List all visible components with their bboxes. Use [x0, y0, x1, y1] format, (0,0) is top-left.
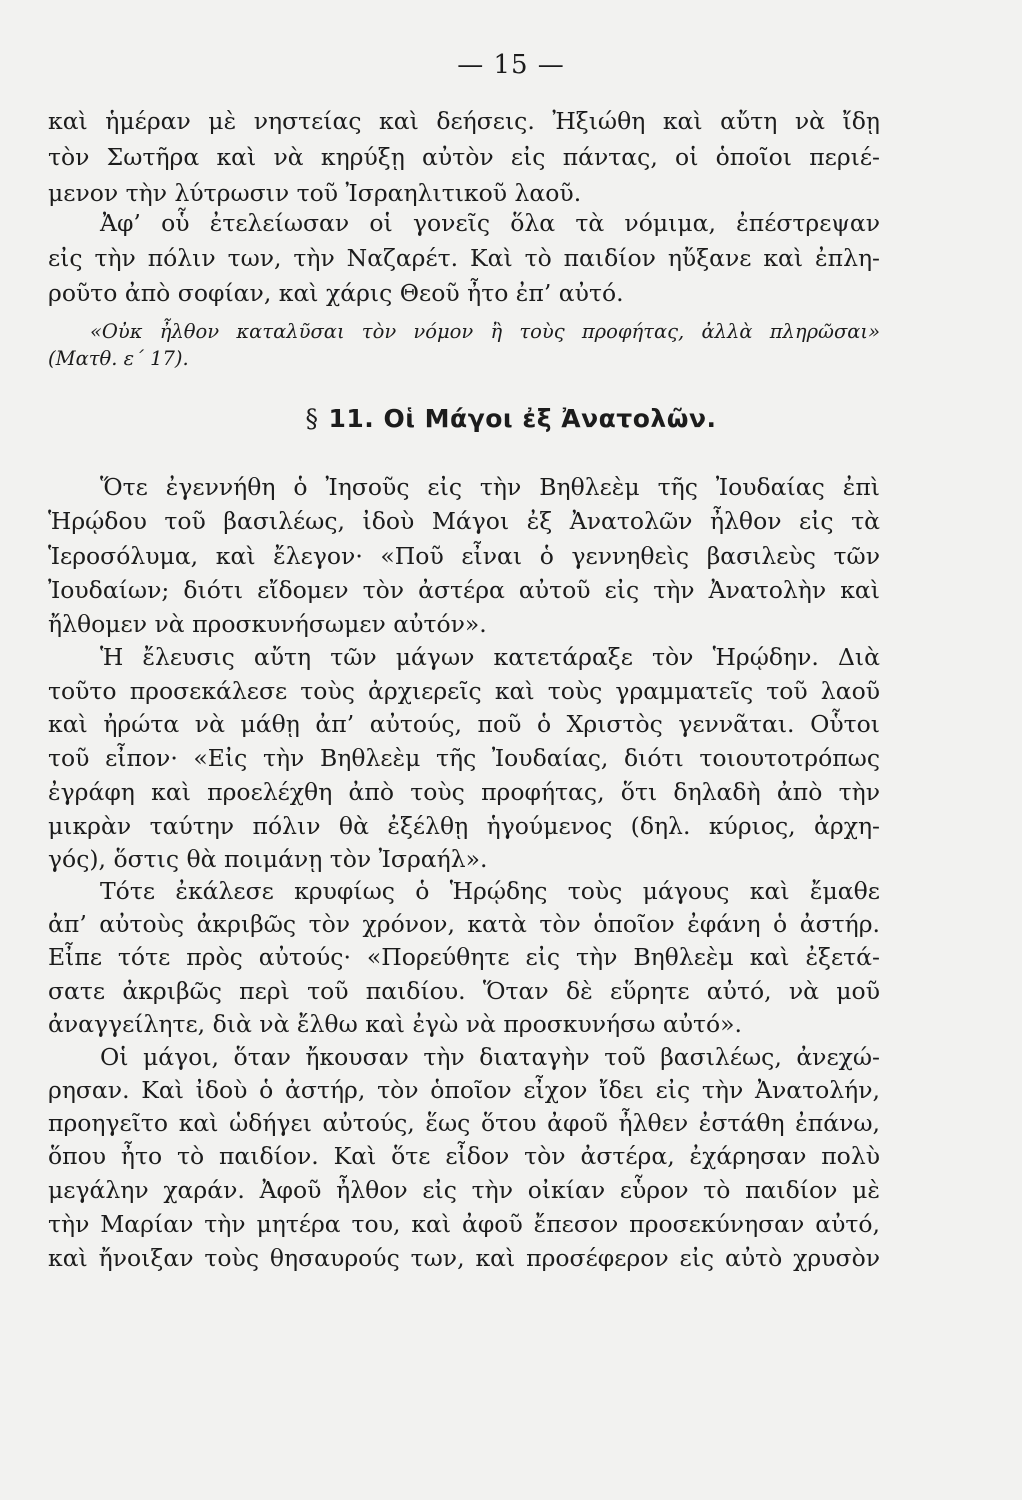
text-line: ἤλθομεν νὰ προσκυνήσωμεν αὐτόν».: [48, 610, 487, 638]
text-line: Ἱεροσόλυμα, καὶ ἔλεγον· «Ποῦ εἶναι ὁ γεννηθεὶς βασιλεὺς τῶν: [48, 542, 880, 570]
text-line: καὶ ἠρώτα νὰ μάθῃ ἀπ’ αὐτούς, ποῦ ὁ Χριστὸς γεννᾶται. Οὗτοι: [48, 710, 880, 738]
text-line: ροῦτο ἀπὸ σοφίαν, καὶ χάρις Θεοῦ ἦτο ἐπ’ αὐτό.: [48, 279, 624, 307]
section-title: 11. Οἱ Μάγοι ἐξ Ἀνατολῶν.: [328, 404, 717, 433]
quote-line: «Οὐκ ἦλθον καταλῦσαι τὸν νόμον ἢ τοὺς προφήτας, ἀλλὰ πληρῶσαι»: [90, 320, 880, 343]
text-line: Τότε ἐκάλεσε κρυφίως ὁ Ἡρῴδης τοὺς μάγους καὶ ἔμαθε: [100, 877, 880, 905]
text-line: τὴν Μαρίαν τὴν μητέρα του, καὶ ἀφοῦ ἔπεσον προσεκύνησαν αὐτό,: [48, 1210, 880, 1238]
text-line: Ἀφ’ οὗ ἐτελείωσαν οἱ γονεῖς ὅλα τὰ νόμιμα, ἐπέστρεψαν: [100, 209, 880, 237]
text-line: Ἰουδαίων; διότι εἴδομεν τὸν ἀστέρα αὐτοῦ εἰς τὴν Ἀνατολὴν καὶ: [48, 576, 880, 604]
text-line: τὸν Σωτῆρα καὶ νὰ κηρύξῃ αὐτὸν εἰς πάντας, οἱ ὁποῖοι περιέ-: [48, 143, 880, 171]
text-line: Ἡ ἔλευσις αὔτη τῶν μάγων κατετάραξε τὸν Ἡρῴδην. Διὰ: [100, 643, 880, 671]
text-line: σατε ἀκριβῶς περὶ τοῦ παιδίου. Ὅταν δὲ εὕρητε αὐτό, νὰ μοῦ: [48, 977, 880, 1005]
text-line: μεγάλην χαράν. Ἀφοῦ ἦλθον εἰς τὴν οἰκίαν εὗρον τὸ παιδίον μὲ: [48, 1176, 880, 1204]
text-line: Οἱ μάγοι, ὅταν ἤκουσαν τὴν διαταγὴν τοῦ βασιλέως, ἀνεχώ-: [100, 1043, 880, 1071]
quote-reference: (Ματθ. ε΄ 17).: [48, 347, 189, 370]
text-line: γός), ὅστις θὰ ποιμάνῃ τὸν Ἰσραήλ».: [48, 845, 488, 873]
text-line: προηγεῖτο καὶ ὡδήγει αὐτούς, ἕως ὅτου ἀφοῦ ἦλθεν ἐστάθη ἐπάνω,: [48, 1109, 880, 1137]
page-number: — 15 —: [457, 50, 565, 80]
text-line: μενον τὴν λύτρωσιν τοῦ Ἰσραηλιτικοῦ λαοῦ.: [48, 179, 582, 207]
text-line: τοῦ εἶπον· «Εἰς τὴν Βηθλεὲμ τῆς Ἰουδαίας, διότι τοιουτοτρόπως: [48, 744, 880, 772]
text-line: μικρὰν ταύτην πόλιν θὰ ἐξέλθῃ ἡγούμενος (δηλ. κύριος, ἀρχη-: [48, 812, 880, 840]
text-line: ἀπ’ αὐτοὺς ἀκριβῶς τὸν χρόνον, κατὰ τὸν ὁποῖον ἐφάνη ὁ ἀστήρ.: [48, 910, 880, 938]
section-symbol: §: [305, 404, 319, 433]
text-line: καὶ ἡμέραν μὲ νηστείας καὶ δεήσεις. Ἠξιώθη καὶ αὔτη νὰ ἴδῃ: [48, 107, 880, 135]
text-line: ὅπου ἦτο τὸ παιδίον. Καὶ ὅτε εἶδον τὸν ἀστέρα, ἐχάρησαν πολὺ: [48, 1142, 880, 1170]
text-line: Ἡρῴδου τοῦ βασιλέως, ἰδοὺ Μάγοι ἐξ Ἀνατολῶν ἦλθον εἰς τὰ: [48, 507, 880, 535]
text-line: ἐγράφη καὶ προελέχθη ἀπὸ τοὺς προφήτας, ὅτι δηλαδὴ ἀπὸ τὴν: [48, 778, 880, 806]
text-line: τοῦτο προσεκάλεσε τοὺς ἀρχιερεῖς καὶ τοὺς γραμματεῖς τοῦ λαοῦ: [48, 677, 880, 705]
text-line: ρησαν. Καὶ ἰδοὺ ὁ ἀστήρ, τὸν ὁποῖον εἶχον ἴδει εἰς τὴν Ἀνατολήν,: [48, 1076, 880, 1104]
text-line: καὶ ἤνοιξαν τοὺς θησαυρούς των, καὶ προσέφερον εἰς αὐτὸ χρυσὸν: [48, 1244, 880, 1272]
text-line: εἰς τὴν πόλιν των, τὴν Ναζαρέτ. Καὶ τὸ παιδίον ηὔξανε καὶ ἐπλη-: [48, 244, 880, 272]
text-line: ἀναγγείλητε, διὰ νὰ ἔλθω καὶ ἐγὼ νὰ προσκυνήσω αὐτό».: [48, 1010, 742, 1038]
text-line: Ὅτε ἐγεννήθη ὁ Ἰησοῦς εἰς τὴν Βηθλεὲμ τῆς Ἰουδαίας ἐπὶ: [100, 473, 880, 501]
section-heading: [0, 404, 1022, 433]
text-line: Εἶπε τότε πρὸς αὐτούς· «Πορεύθητε εἰς τὴν Βηθλεὲμ καὶ ἐξετά-: [48, 943, 880, 971]
